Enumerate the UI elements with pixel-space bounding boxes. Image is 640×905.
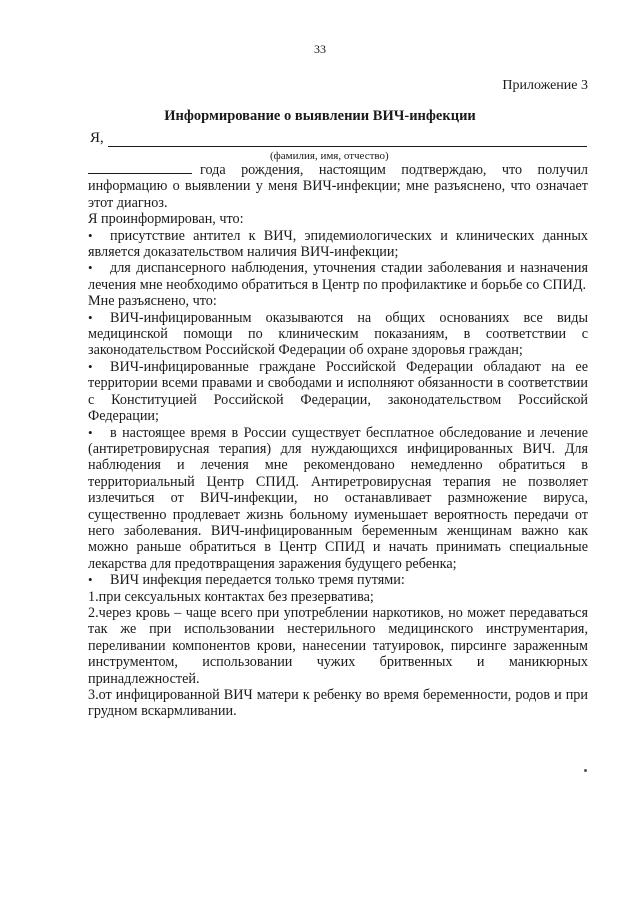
informed-heading: Я проинформирован, что: (88, 211, 244, 228)
bullet-icon: • (88, 358, 93, 374)
explained-item (88, 310, 588, 359)
name-field-row (90, 130, 587, 150)
bullet-icon: • (88, 309, 93, 325)
informed-item (88, 260, 588, 293)
explained-item-text: ВИЧ инфекция передается только тремя путями: (110, 572, 405, 589)
bullet-icon: • (88, 260, 93, 276)
bullet-icon: • (88, 572, 93, 588)
explained-item (88, 359, 588, 425)
name-blank-line (108, 146, 587, 147)
explained-item-text: ВИЧ-инфицированные граждане Российской Федерации обладают на ее территории всеми правами и свободами и исполняют обязанности в соответствии с Конституцией Российской Федерации, законодательством Российской Федерации; (88, 358, 588, 425)
page-number: 33 (314, 42, 326, 56)
transmission-route: 3.от инфицированной ВИЧ матери к ребенку во время беременности, родов и при грудном вскармливании. (88, 687, 588, 720)
birth-statement-paragraph (88, 162, 588, 211)
explained-heading: Мне разъяснено, что: (88, 293, 217, 310)
document-body (88, 162, 588, 720)
bullet-icon: • (88, 424, 93, 440)
fio-caption: (фамилия, имя, отчество) (270, 150, 389, 162)
informed-item-text: присутствие антител к ВИЧ, эпидемиологических и клинических данных является доказательством наличия ВИЧ-инфекции; (88, 227, 588, 261)
informed-item-text: для диспансерного наблюдения, уточнения стадии заболевания и назначения лечения мне необходимо обратиться в Центр по профилактике и борьбе со СПИД. (88, 260, 588, 293)
document-title: Информирование о выявлении ВИЧ-инфекции (164, 108, 476, 124)
explained-item-text: в настоящее время в России существует бесплатное обследование и лечение (антиретровирусная терапия) для нуждающихся инфицированных ВИЧ. Для наблюдения и лечения мне рекомендовано немедленно обратиться в территориальный Центр СПИД. Антиретровирусная терапия не позволяет излечиться от ВИЧ-инфекции, но останавливает размножение вируса, существенно продлевает жизнь больному иуменьшает вероятность передачи от него заболевания. ВИЧ-инфицированным беременным женщинам важно как можно раньше обратиться в Центр СПИД и начать принимать специальные лекарства для предотвращения заражения будущего ребенка; (88, 424, 588, 572)
birth-statement-text: года рождения, настоящим подтверждаю, что получил информацию о выявлении у меня ВИЧ-инфекции; мне разъяснено, что означает этот диагноз. (88, 162, 588, 211)
appendix-label: Приложение 3 (502, 78, 588, 93)
transmission-route: 2.через кровь – чаще всего при употреблении наркотиков, но может передаваться так же при использовании нестерильного медицинского инструментария, переливании компонентов крови, нанесении татуировок, пирсинге зараженным инструментом, использовании чужих бритвенных и маникюрных принадлежностей. (88, 604, 588, 687)
bullet-icon: • (88, 227, 93, 243)
informed-item (88, 228, 588, 261)
transmission-route: 1.при сексуальных контактах без презерватива; (88, 588, 374, 605)
ya-label: Я, (90, 130, 104, 146)
scan-speck (584, 769, 587, 772)
birth-year-blank (88, 163, 192, 174)
explained-item (88, 572, 588, 588)
explained-item-text: ВИЧ-инфицированным оказываются на общих основаниях все виды медицинской помощи по клиническим показаниям, в соответствии с законодательством Российской Федерации об охране здоровья граждан; (88, 309, 588, 359)
explained-item (88, 425, 588, 573)
